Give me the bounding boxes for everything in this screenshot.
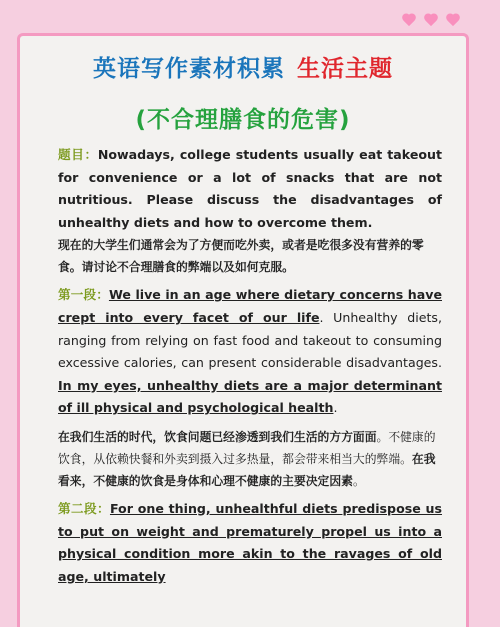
paragraph-1-zh [58, 426, 442, 492]
question-en [58, 144, 442, 234]
p1-highlight-1: We live in an age where dietary concerns have crept into every facet of our life [58, 287, 442, 325]
document-card [17, 33, 469, 627]
page-subtitle: (不合理膳食的危害) [135, 107, 351, 133]
paragraph-2-en [58, 498, 442, 588]
p1-end: . [333, 400, 338, 416]
heart-icon [446, 14, 460, 28]
paragraph-1-en [58, 284, 442, 420]
heart-icon [402, 14, 416, 28]
question-text: Nowadays, college students usually eat takeout for convenience or a lot of snacks that are not nutritious. Please discuss the disadvantages of unhealthy diets and how to overcome them. [58, 147, 443, 230]
title-topic: 生活主题 [297, 56, 393, 82]
heart-icon [424, 14, 438, 28]
hearts-decoration [402, 14, 460, 28]
question-label: 题目： [58, 147, 98, 162]
p1-zh-text: 。不健康的饮食，从依赖快餐和外卖到摄入过多热量，都会带来相当大的弊端。 [58, 429, 436, 466]
p1-text: . Unhealthy diets, ranging from relying on fast food and takeout to consuming excessive calories, can present considerable disadvantages. [58, 309, 442, 371]
page-title [20, 50, 466, 83]
title-main: 英语写作素材积累 [93, 56, 285, 82]
p1-zh-end: 。 [352, 473, 365, 488]
question-zh: 现在的大学生们通常会为了方便而吃外卖，或者是吃很多没有营养的零食。请讨论不合理膳食的弊端以及如何克服。 [58, 238, 424, 275]
p1-highlight-2: In my eyes, unhealthy diets are a major determinant of ill physical and psychological health [58, 377, 442, 416]
article-body [20, 144, 466, 588]
p1-zh-highlight-1: 在我们生活的时代，饮食问题已经渗透到我们生活的方方面面 [58, 429, 377, 444]
paragraph-1-label: 第一段： [58, 287, 109, 303]
p1-zh-highlight-2: 在我看来，不健康的饮食是身体和心理不健康的主要决定因素 [58, 451, 436, 488]
paragraph-2-label: 第二段： [58, 500, 110, 516]
p2-highlight-1: For one thing, unhealthful diets predispose us to put on weight and prematurely propel us into a physical condition more akin to the ravages of old age, ultimately [58, 500, 442, 584]
